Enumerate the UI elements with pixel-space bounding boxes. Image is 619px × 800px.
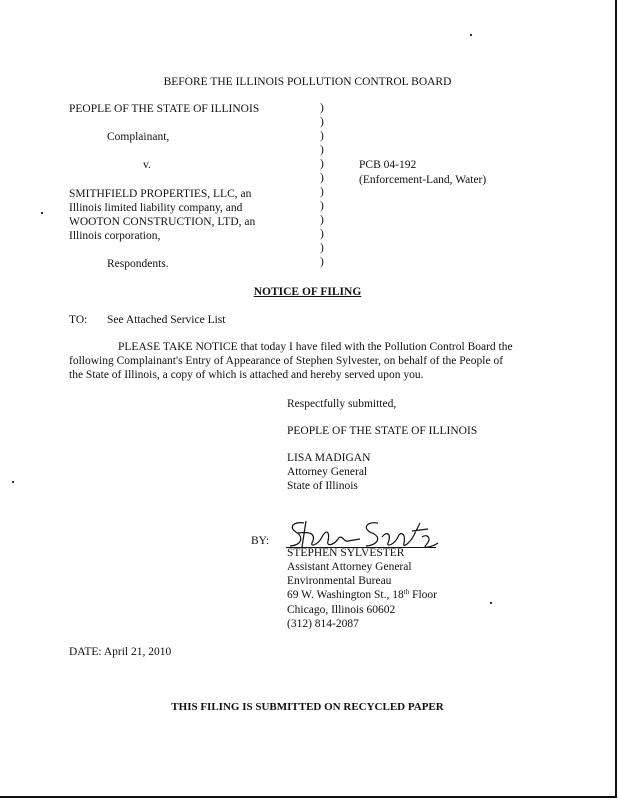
ag-name: LISA MADIGAN (287, 452, 371, 464)
ag-title: Attorney General (287, 466, 368, 478)
closing: Respectfully submitted, (287, 398, 397, 410)
bracket: ) (320, 186, 324, 198)
caption-bracket-column (320, 101, 324, 269)
bracket: ) (320, 228, 324, 240)
bracket: ) (320, 172, 324, 184)
signer-name: STEPHEN SYLVESTER (287, 547, 405, 559)
party-name: PEOPLE OF THE STATE OF ILLINOIS (287, 425, 478, 437)
case-type: (Enforcement-Land, Water) (359, 174, 487, 186)
address-street: 69 W. Washington St., 18 (287, 589, 404, 601)
bracket: ) (320, 242, 324, 254)
notice-body-line-3: the State of Illinois, a copy of which is attached and hereby served upon you. (69, 369, 424, 381)
signer-title: Assistant Attorney General (287, 561, 412, 573)
notice-body-line-2: following Complainant's Entry of Appearance of Stephen Sylvester, on behalf of the People of (69, 355, 504, 367)
defendant-line-2: Illinois limited liability company, and (69, 202, 243, 214)
bracket: ) (320, 144, 324, 156)
defendant-line-4: Illinois corporation, (69, 230, 161, 242)
plaintiff-name: PEOPLE OF THE STATE OF ILLINOIS (69, 103, 260, 115)
notice-title: NOTICE OF FILING (253, 286, 362, 298)
filing-date: DATE: April 21, 2010 (69, 646, 172, 658)
defendant-line-3: WOOTON CONSTRUCTION, LTD, an (69, 216, 256, 228)
to-label: TO: (69, 314, 88, 326)
bracket: ) (320, 256, 324, 268)
address-floor: Floor (409, 589, 438, 601)
bureau: Environmental Bureau (287, 575, 392, 587)
scan-speck (470, 34, 472, 36)
address-ordinal: th (403, 588, 410, 596)
respondents-label: Respondents. (107, 258, 169, 270)
to-value: See Attached Service List (107, 314, 226, 326)
versus-label: v. (143, 159, 151, 171)
case-number: PCB 04-192 (359, 159, 417, 171)
bracket: ) (320, 116, 324, 128)
ag-state: State of Illinois (287, 480, 358, 492)
scan-speck (12, 481, 14, 483)
scan-speck (41, 212, 43, 214)
bracket: ) (320, 130, 324, 142)
notice-body-line-1: PLEASE TAKE NOTICE that today I have filed with the Pollution Control Board the (118, 341, 513, 353)
by-label: BY: (251, 535, 270, 547)
address-line-1 (287, 588, 437, 602)
bracket: ) (320, 214, 324, 226)
board-heading: BEFORE THE ILLINOIS POLLUTION CONTROL BOARD (163, 76, 452, 88)
bracket: ) (320, 102, 324, 114)
scan-speck (490, 602, 492, 604)
bracket: ) (320, 200, 324, 212)
recycled-paper-notice: THIS FILING IS SUBMITTED ON RECYCLED PAPER (171, 701, 444, 713)
bracket: ) (320, 158, 324, 170)
phone: (312) 814-2087 (287, 618, 359, 630)
complainant-label: Complainant, (107, 131, 170, 143)
address-line-2: Chicago, Illinois 60602 (287, 604, 396, 616)
defendant-line-1: SMITHFIELD PROPERTIES, LLC, an (69, 188, 252, 200)
